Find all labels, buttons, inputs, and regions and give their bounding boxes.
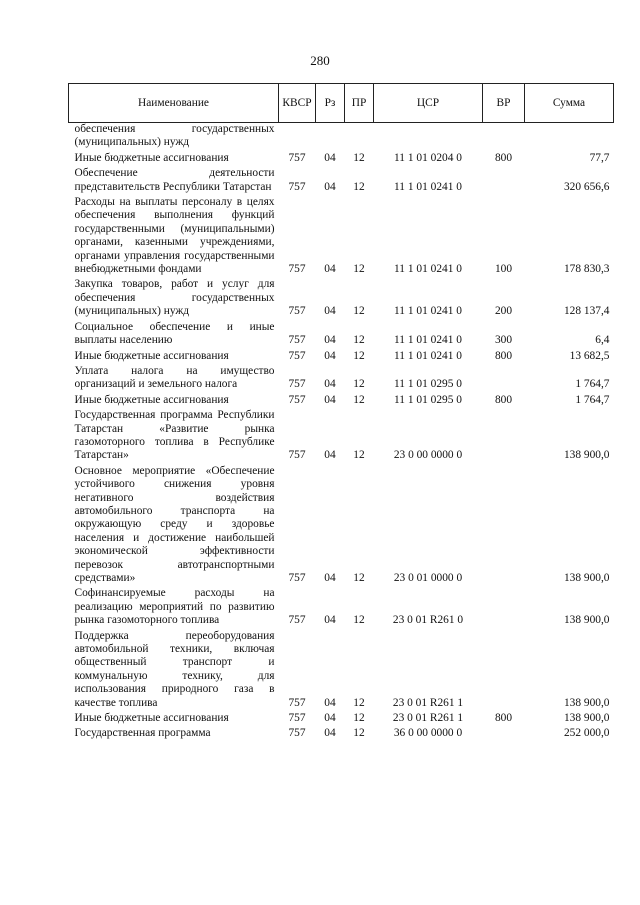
header-name: Наименование bbox=[69, 84, 279, 123]
row-name: Социальное обеспечение и иные выплаты населению bbox=[74, 320, 275, 347]
budget-table bbox=[68, 83, 614, 743]
row-vr bbox=[483, 727, 525, 742]
header-pr: ПР bbox=[345, 84, 374, 123]
row-kvsr: 757 bbox=[288, 572, 306, 584]
row-kvsr: 757 bbox=[288, 305, 306, 318]
row-csr: 11 1 01 0241 0 bbox=[394, 349, 462, 362]
row-rz: 04 bbox=[324, 334, 336, 347]
table-row bbox=[69, 278, 614, 320]
table-row bbox=[69, 394, 614, 409]
row-csr: 23 0 01 0000 0 bbox=[393, 572, 463, 584]
row-csr: 11 1 01 0204 0 bbox=[394, 151, 462, 164]
row-sum: 138 900,0 bbox=[563, 696, 610, 709]
row-kvsr bbox=[279, 123, 316, 152]
row-rz: 04 bbox=[324, 305, 336, 318]
row-vr: 300 bbox=[494, 334, 513, 347]
row-rz bbox=[316, 123, 345, 152]
row-pr: 12 bbox=[353, 449, 365, 462]
header-sum: Сумма bbox=[525, 84, 614, 123]
row-kvsr: 757 bbox=[288, 378, 306, 391]
row-vr: 100 bbox=[494, 263, 513, 276]
row-vr: 800 bbox=[494, 393, 513, 406]
row-pr: 12 bbox=[353, 263, 365, 276]
row-name: Государственная программа bbox=[74, 727, 211, 740]
row-vr: 800 bbox=[494, 349, 513, 362]
row-sum: 138 900,0 bbox=[563, 712, 610, 725]
row-pr: 12 bbox=[353, 305, 365, 318]
table-row bbox=[69, 465, 614, 588]
row-vr bbox=[483, 630, 525, 712]
row-rz: 04 bbox=[324, 449, 336, 462]
row-kvsr: 757 bbox=[288, 727, 306, 740]
row-csr: 11 1 01 0241 0 bbox=[394, 263, 462, 276]
table-row bbox=[69, 630, 614, 712]
budget-table-container bbox=[68, 83, 613, 743]
row-kvsr: 757 bbox=[288, 712, 306, 725]
row-rz: 04 bbox=[324, 614, 336, 627]
row-rz: 04 bbox=[324, 378, 336, 391]
row-sum: 1 764,7 bbox=[575, 393, 610, 406]
row-csr: 23 0 01 R261 0 bbox=[392, 614, 464, 627]
row-csr: 11 1 01 0241 0 bbox=[394, 334, 462, 347]
row-csr: 11 1 01 0295 0 bbox=[394, 378, 462, 391]
row-rz: 04 bbox=[324, 263, 336, 276]
row-pr: 12 bbox=[353, 378, 365, 391]
row-rz: 04 bbox=[324, 349, 336, 362]
row-csr bbox=[374, 123, 483, 152]
table-row bbox=[69, 123, 614, 152]
row-vr bbox=[483, 123, 525, 152]
row-sum bbox=[525, 123, 614, 152]
table-body bbox=[69, 123, 614, 743]
row-rz: 04 bbox=[324, 696, 336, 709]
table-row bbox=[69, 712, 614, 727]
row-vr: 200 bbox=[494, 305, 513, 318]
row-kvsr: 757 bbox=[288, 614, 306, 627]
row-csr: 23 0 00 0000 0 bbox=[393, 449, 463, 462]
row-csr: 23 0 01 R261 1 bbox=[392, 696, 464, 709]
row-rz: 04 bbox=[324, 727, 336, 740]
table-row bbox=[69, 321, 614, 350]
row-vr bbox=[483, 409, 525, 465]
row-vr bbox=[483, 587, 525, 629]
row-rz: 04 bbox=[324, 572, 336, 584]
header-vr: ВР bbox=[483, 84, 525, 123]
row-pr: 12 bbox=[353, 180, 365, 193]
row-vr bbox=[483, 365, 525, 394]
row-csr: 36 0 00 0000 0 bbox=[393, 727, 463, 740]
header-rz: Рз bbox=[316, 84, 345, 123]
row-rz: 04 bbox=[324, 393, 336, 406]
row-name: Иные бюджетные ассигнования bbox=[74, 712, 229, 725]
row-rz: 04 bbox=[324, 180, 336, 193]
row-sum: 252 000,0 bbox=[563, 727, 610, 740]
row-sum: 128 137,4 bbox=[563, 305, 610, 318]
row-vr bbox=[483, 167, 525, 196]
row-kvsr: 757 bbox=[288, 449, 306, 462]
row-kvsr: 757 bbox=[288, 180, 306, 193]
row-csr: 11 1 01 0241 0 bbox=[394, 305, 462, 318]
table-row bbox=[69, 152, 614, 167]
table-row bbox=[69, 365, 614, 394]
row-pr: 12 bbox=[353, 334, 365, 347]
row-vr: 800 bbox=[494, 712, 513, 725]
header-kvsr: КВСР bbox=[279, 84, 316, 123]
row-name: Обеспечение деятельности представительств Республики Татарстан bbox=[74, 167, 275, 193]
row-pr: 12 bbox=[353, 727, 365, 740]
row-sum: 138 900,0 bbox=[563, 572, 610, 584]
table-header bbox=[69, 84, 614, 123]
row-name: Государственная программа Республики Татарстан «Развитие рынка газомоторного топлива в Республике Татарстан» bbox=[74, 409, 275, 462]
table-row bbox=[69, 350, 614, 365]
row-sum: 320 656,6 bbox=[563, 180, 610, 193]
table-row bbox=[69, 409, 614, 465]
row-name: Закупка товаров, работ и услуг для обеспечения государственных (муниципальных) нужд bbox=[74, 278, 275, 318]
row-sum: 77,7 bbox=[589, 151, 610, 164]
row-pr: 12 bbox=[353, 393, 365, 406]
page-number: 280 bbox=[310, 53, 330, 68]
row-pr: 12 bbox=[353, 151, 365, 164]
row-kvsr: 757 bbox=[288, 263, 306, 276]
row-vr bbox=[483, 465, 525, 588]
row-sum: 1 764,7 bbox=[575, 378, 610, 391]
row-sum: 13 682,5 bbox=[569, 349, 610, 362]
row-kvsr: 757 bbox=[288, 696, 306, 709]
header-csr: ЦСР bbox=[374, 84, 483, 123]
row-kvsr: 757 bbox=[288, 393, 306, 406]
row-csr: 11 1 01 0295 0 bbox=[394, 393, 462, 406]
row-csr: 11 1 01 0241 0 bbox=[394, 180, 462, 193]
row-vr: 800 bbox=[494, 151, 513, 164]
row-name: Иные бюджетные ассигнования bbox=[74, 393, 229, 406]
row-name: Поддержка переоборудования автомобильной техники, включая общественный транспорт и коммунальную технику, для использования природного газа в качестве топлива bbox=[74, 629, 275, 709]
row-sum: 138 900,0 bbox=[563, 449, 610, 462]
row-sum: 138 900,0 bbox=[563, 614, 610, 627]
row-pr: 12 bbox=[353, 696, 365, 709]
row-pr: 12 bbox=[353, 712, 365, 725]
row-rz: 04 bbox=[324, 712, 336, 725]
row-pr bbox=[345, 123, 374, 152]
table-row bbox=[69, 196, 614, 278]
row-name: Иные бюджетные ассигнования bbox=[74, 151, 229, 164]
table-row bbox=[69, 727, 614, 742]
row-name: Уплата налога на имущество организаций и земельного налога bbox=[74, 364, 275, 391]
row-sum: 178 830,3 bbox=[563, 263, 610, 276]
row-sum: 6,4 bbox=[595, 334, 610, 347]
row-kvsr: 757 bbox=[288, 151, 306, 164]
row-pr: 12 bbox=[353, 572, 365, 584]
row-pr: 12 bbox=[353, 349, 365, 362]
row-name: Основное мероприятие «Обеспечение устойчивого снижения уровня негативного воздействия автомобильного транспорта на окружающую среду и здоровье населения и достижение наибольшей экономической эффективности перевозок автотранспортными средствами» bbox=[74, 464, 275, 584]
row-pr: 12 bbox=[353, 614, 365, 627]
row-name: Иные бюджетные ассигнования bbox=[74, 349, 229, 362]
row-name: обеспечения государственных (муниципальных) нужд bbox=[74, 123, 275, 149]
row-kvsr: 757 bbox=[288, 334, 306, 347]
table-row bbox=[69, 587, 614, 629]
row-name: Софинансируемые расходы на реализацию мероприятий по развитию рынка газомоторного топлива bbox=[74, 587, 275, 627]
row-kvsr: 757 bbox=[288, 349, 306, 362]
row-csr: 23 0 01 R261 1 bbox=[392, 712, 464, 725]
table-row bbox=[69, 167, 614, 196]
row-rz: 04 bbox=[324, 151, 336, 164]
row-name: Расходы на выплаты персоналу в целях обеспечения выполнения функций государственными (муниципальными) органами, казенными учреждениями, органами управления государственными внебюджетными фондами bbox=[74, 196, 275, 276]
